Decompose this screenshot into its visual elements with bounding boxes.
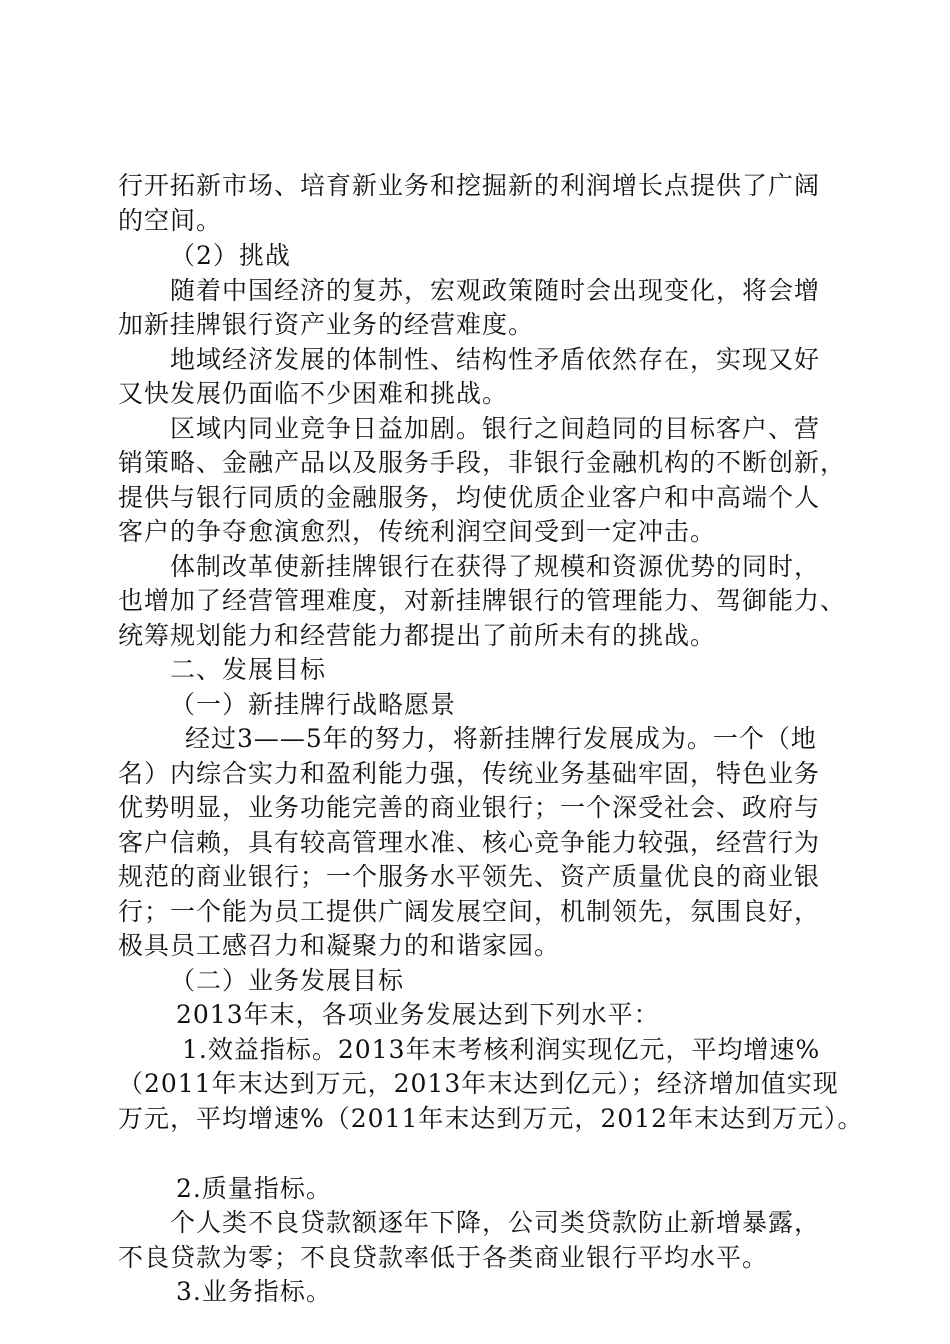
text-line: 提供与银行同质的金融服务，均使优质企业客户和中高端个人 [118,483,821,512]
text-line: 2013年末，各项业务发展达到下列水平： [176,1000,660,1029]
text-line: 销策略、金融产品以及服务手段，非银行金融机构的不断创新， [118,448,847,477]
text-line: 万元，平均增速%（2011年末达到万元，2012年末达到万元）。 [118,1104,864,1133]
text-line: 极具员工感召力和凝聚力的和谐家园。 [118,931,561,960]
text-line: 优势明显，业务功能完善的商业银行；一个深受社会、政府与 [118,793,821,822]
text-line: 也增加了经营管理难度，对新挂牌银行的管理能力、驾御能力、 [118,586,847,615]
text-line: 地域经济发展的体制性、结构性矛盾依然存在，实现又好 [170,345,821,374]
text-line: 客户信赖，具有较高管理水准、核心竞争能力较强，经营行为 [118,828,821,857]
text-line: 统筹规划能力和经营能力都提出了前所未有的挑战。 [118,621,717,650]
section-heading: 二、发展目标 [170,655,327,684]
text-line: 加新挂牌银行资产业务的经营难度。 [118,310,535,339]
text-line: 不良贷款为零；不良贷款率低于各类商业银行平均水平。 [118,1243,769,1272]
section-heading: （二）业务发展目标 [170,966,405,995]
text-line: （2011年末达到万元，2013年末达到亿元）；经济增加值实现 [118,1069,839,1098]
text-line: 又快发展仍面临不少困难和挑战。 [118,379,509,408]
text-line: 客户的争夺愈演愈烈，传统利润空间受到一定冲击。 [118,517,717,546]
section-heading: （一）新挂牌行战略愿景 [170,690,457,719]
text-line: 1.效益指标。2013年末考核利润实现亿元，平均增速% [182,1035,821,1064]
text-line: 随着中国经济的复苏，宏观政策随时会出现变化，将会增 [170,276,821,305]
text-line: 行；一个能为员工提供广阔发展空间，机制领先，氛围良好， [118,897,821,926]
text-line: 体制改革使新挂牌银行在获得了规模和资源优势的同时， [170,552,821,581]
text-line: 2.质量指标。 [176,1174,332,1203]
text-line: 行开拓新市场、培育新业务和挖掘新的利润增长点提供了广阔 [118,171,821,200]
text-line: 3.业务指标。 [176,1277,332,1306]
text-line: 名）内综合实力和盈利能力强，传统业务基础牢固，特色业务 [118,759,821,788]
text-line: 经过3——5年的努力，将新挂牌行发展成为。一个（地 [185,724,817,753]
text-line: 个人类不良贷款额逐年下降，公司类贷款防止新增暴露， [170,1208,821,1237]
text-line: 区域内同业竞争日益加剧。银行之间趋同的目标客户、营 [170,414,821,443]
text-line: 的空间。 [118,206,223,235]
section-heading: （2）挑战 [170,241,291,270]
text-line: 规范的商业银行；一个服务水平领先、资产质量优良的商业银 [118,862,821,891]
